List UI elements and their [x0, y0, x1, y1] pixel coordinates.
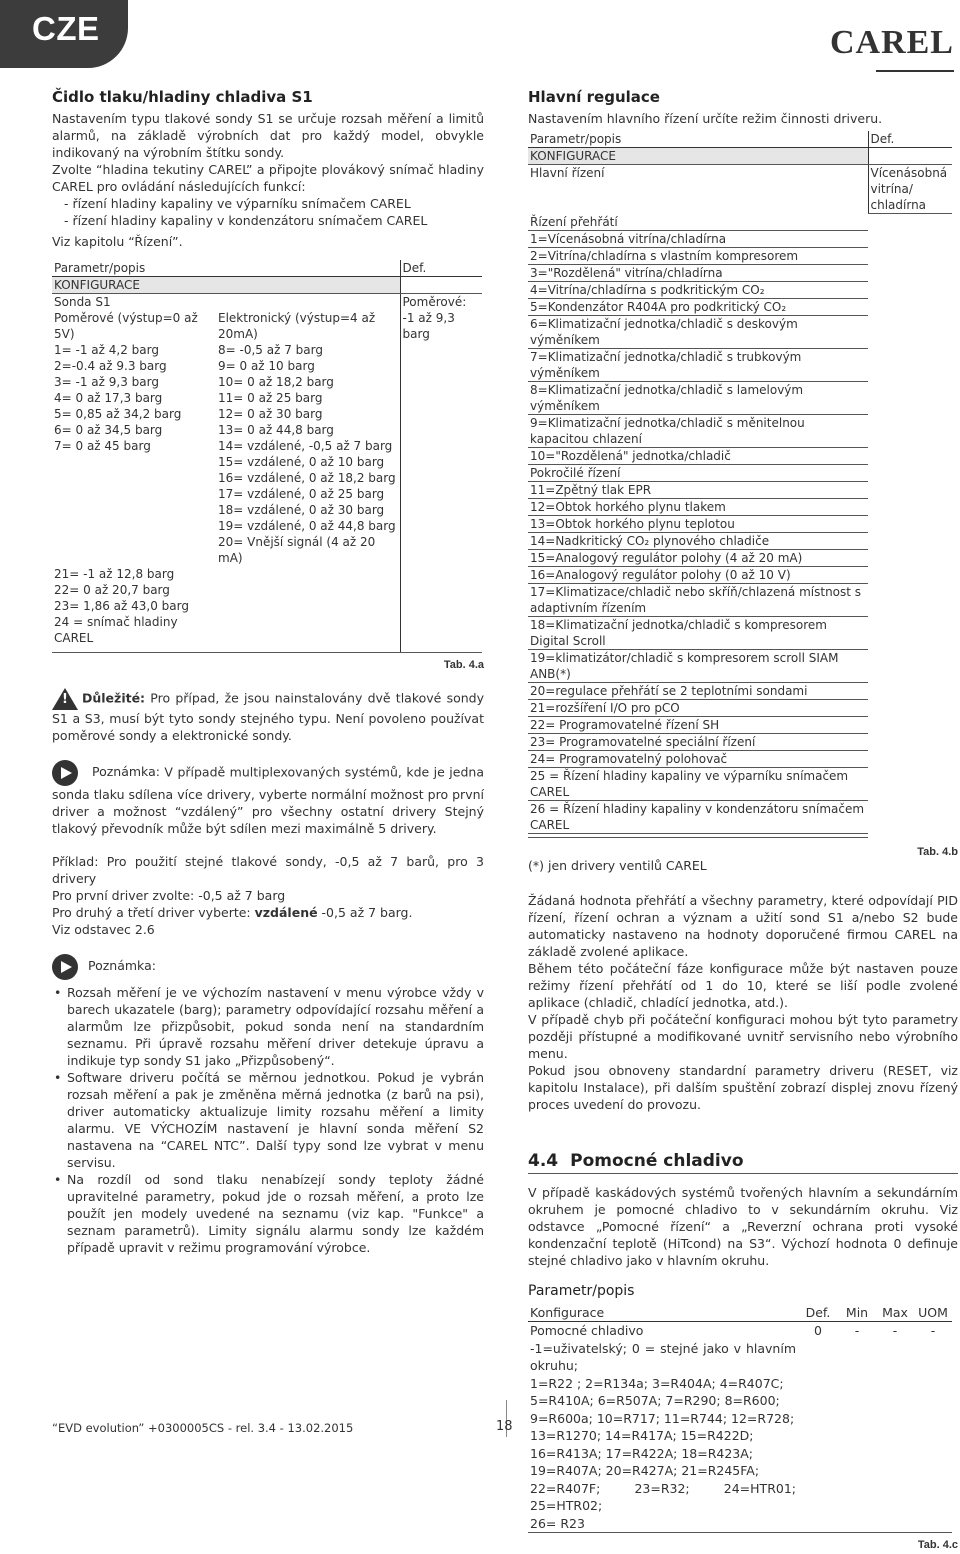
table-row — [52, 374, 482, 390]
table-row — [52, 582, 482, 598]
warning-icon — [52, 688, 78, 710]
aux-rows — [528, 1340, 952, 1533]
section-4-4 — [528, 1150, 958, 1269]
col-header-electronic: Elektronický (výstup=4 až 20mA) — [218, 311, 376, 341]
electronic-option: 8= -0,5 až 7 barg — [218, 343, 323, 357]
table-row — [528, 298, 952, 315]
table-header — [528, 1304, 952, 1322]
ratiometric-option — [52, 534, 216, 566]
table-row — [528, 649, 952, 682]
option-item: 20=regulace přehřátí se 2 teplotními sondami — [528, 682, 868, 699]
list-item: • Software driveru počítá se měrnou jednotkou. Pokud je vybrán rozsah měření a pak je změněna měrná jednotka (z barů na psi), driver automaticky aktualizuje limity rozsahu měření a limity alarmu. VE VÝCHOZÍM nastavení je hlavní sonda měření S2 nastavena na “CAREL NTC”. Další typy sond lze vybrat v menu servisu. — [52, 1069, 484, 1171]
table-row — [52, 422, 482, 438]
table-row — [528, 348, 952, 381]
option-item: 18=Klimatizační jednotka/chladič s kompresorem Digital Scroll — [528, 616, 868, 649]
table-row — [52, 406, 482, 422]
table-row — [528, 447, 952, 464]
electronic-option — [216, 582, 400, 598]
table-row — [52, 454, 482, 470]
uom-value: - — [930, 1323, 936, 1338]
main-rows — [528, 214, 952, 834]
def-cell — [400, 598, 482, 614]
def-cell — [400, 406, 482, 422]
option-item: 6=Klimatizační jednotka/chladič s deskovým výměníkem — [528, 315, 868, 348]
option-item: 2=Vitrína/chladírna s vlastním kompresorem — [528, 247, 868, 264]
option-item: 17=Klimatizace/chladič nebo skříň/chlazená místnost s adaptivním řízením — [528, 583, 868, 616]
list-item: • Rozsah měření je ve výchozím nastavení v menu výrobce vždy v barech ukazatele (barg); parametry odpovídající rozsahu měření a alarmům lze přizpůsobit, pokud sonda není na standardním seznamu. Při úpravě rozsahu měření driver detekuje úpravu a indikuje typ sondy S1 jako „Přizpůsobený“. — [52, 984, 484, 1069]
electronic-option: 19= vzdálené, 0 až 44,8 barg — [218, 519, 396, 533]
table-group — [528, 148, 952, 165]
note-bullets — [52, 954, 484, 1256]
def-line: Poměrové: — [400, 294, 482, 311]
paragraph: V případě kaskádových systémů tvořených hlavním a sekundárním okruhem je pomocné chladivo to v sekundárním okruhu. Viz odstavce „Pomocné řízení“ a „Reverzní ochrana proti vysoké kondenzační teplotě (HiTcond) na S3“. Výchozí hodnota 0 definuje stejné chladivo jako v hlavním okruhu. — [528, 1184, 958, 1268]
def-cell — [400, 374, 482, 390]
electronic-option — [216, 614, 400, 646]
electronic-option: 16= vzdálené, 0 až 18,2 barg — [218, 471, 396, 485]
header-param: Parametr/popis — [528, 131, 868, 148]
left-column — [52, 88, 484, 1256]
list-item: • Na rozdíl od sond tlaku nenabízejí sondy teploty žádné upravitelné parametry, pokud jde o rozsah měření, a proto lze použít jen modely uvedené na seznamu (viz kap. "Funkce" a seznam parametrů). Limity signálu alarmu sondy lze každém případě upravit v režimu programování výrobce. — [52, 1171, 484, 1256]
col-header-ratiometric: Poměrové (výstup=0 až 5V) — [54, 311, 198, 341]
table-row — [528, 800, 952, 833]
table-row — [528, 230, 952, 247]
paragraph: V případě chyb při počáteční konfiguraci mohou být tyto parametry později přístupné a modifikované uvnitř servisního nebo výrobního menu. — [528, 1011, 958, 1061]
note-multiplex — [52, 760, 484, 837]
table-row — [528, 1462, 952, 1480]
table-row — [528, 515, 952, 532]
table-header — [52, 260, 482, 277]
section-title-main: Hlavní regulace — [528, 88, 660, 106]
language-tab: CZE — [0, 0, 128, 68]
refrigerant-options: 16=R413A; 17=R422A; 18=R423A; — [530, 1445, 754, 1461]
table-row — [528, 1480, 952, 1515]
electronic-option — [216, 598, 400, 614]
table-row — [52, 470, 482, 486]
electronic-option: 11= 0 až 25 barg — [218, 391, 323, 405]
table-caption: Parametr/popis — [528, 1282, 635, 1299]
example-block — [52, 853, 484, 938]
option-item: 24= Programovatelný polohovač — [528, 750, 868, 767]
option-item: 11=Zpětný tlak EPR — [528, 481, 868, 498]
footer-text: “EVD evolution” +0300005CS - rel. 3.4 - 13.02.2015 — [52, 1421, 354, 1435]
table-row — [528, 315, 952, 348]
option-item: 23= Programovatelné speciální řízení — [528, 733, 868, 750]
ratiometric-option: 24 = snímač hladiny CAREL — [54, 615, 178, 645]
option-item: 10="Rozdělená" jednotka/chladič — [528, 447, 868, 464]
table-ref: Tab. 4.c — [917, 1539, 958, 1551]
refrigerant-options: 1=R22 ; 2=R134a; 3=R404A; 4=R407C; — [530, 1375, 784, 1391]
option-item: 15=Analogový regulátor polohy (4 až 20 mA) — [528, 549, 868, 566]
electronic-option: 10= 0 až 18,2 barg — [218, 375, 334, 389]
option-item: 21=rozšíření I/O pro pCO — [528, 699, 868, 716]
example-line: Příklad: Pro použití stejné tlakové sondy, -0,5 až 7 barů, pro 3 drivery — [52, 853, 484, 886]
table-row — [528, 699, 952, 716]
important-text: Pro případ, že jsou nainstalovány dvě tlakové sondy S1 a S3, musí být tyto sondy stejného typu. Není povoleno používat poměrové sondy a elektronické sondy. — [52, 690, 484, 743]
paragraph: Nastavením hlavního řízení určíte režim činnosti driveru. — [528, 111, 883, 126]
table-row — [528, 1427, 952, 1445]
ratiometric-option: 1= -1 až 4,2 barg — [54, 343, 159, 357]
table-row — [528, 682, 952, 699]
table-row — [52, 614, 482, 646]
s1-rows — [52, 342, 482, 646]
option-item: 16=Analogový regulátor polohy (0 až 10 V) — [528, 566, 868, 583]
table-ref: Tab. 4.a — [443, 658, 484, 671]
refrigerant-options: 13=R1270; 14=R417A; 15=R422D; — [530, 1428, 754, 1443]
paragraph: Žádaná hodnota přehřátí a všechny parametry, které odpovídají PID řízení, řízení ochran a význam a užití sond S1 a/nebo S2 bude automaticky nastaveno na hodnoty doporučené firmou CAREL na základě zvolené aplikace. — [528, 892, 958, 959]
electronic-option: 12= 0 až 30 barg — [218, 407, 323, 421]
table-s1 — [52, 260, 482, 653]
def-cell — [400, 518, 482, 534]
param-name: Pomocné chladivo — [530, 1323, 644, 1338]
max-value: - — [892, 1323, 898, 1338]
table-row — [528, 767, 952, 800]
table-row — [528, 498, 952, 515]
header-def: Def. — [400, 260, 482, 277]
table-row — [528, 281, 952, 298]
option-item: 1=Vícenásobná vitrína/chladírna — [528, 230, 868, 247]
def-cell — [400, 502, 482, 518]
refrigerant-options: 22=R407F; 23=R32; 24=HTR01; 25=HTR02; — [530, 1480, 796, 1513]
option-item: 9=Klimatizační jednotka/chladič s měnitelnou kapacitou chlazení — [528, 414, 868, 447]
refrigerant-options: 26= R23 — [528, 1515, 798, 1533]
ratiometric-option: 4= 0 až 17,3 barg — [54, 391, 163, 405]
subgroup-label: Pokročilé řízení — [528, 464, 868, 481]
table-row — [528, 532, 952, 549]
table-row — [528, 214, 952, 231]
table-row — [528, 1445, 952, 1463]
ratiometric-option: 23= 1,86 až 43,0 barg — [54, 599, 189, 613]
example-line: Pro druhý a třetí driver vyberte: — [52, 904, 255, 920]
table-row — [528, 733, 952, 750]
refrigerant-options: 9=R600a; 10=R717; 11=R744; 12=R728; — [530, 1410, 795, 1426]
def-cell — [400, 342, 482, 358]
ratiometric-option — [52, 470, 216, 486]
table-row — [528, 1410, 952, 1428]
table-row — [52, 502, 482, 518]
table-row — [52, 390, 482, 406]
def-cell — [400, 614, 482, 646]
important-label: Důležité: — [82, 690, 146, 705]
logo-underline — [876, 70, 954, 72]
table-row — [528, 264, 952, 281]
electronic-option: 20= Vnější signál (4 až 20 mA) — [218, 535, 376, 565]
section-rule — [528, 1173, 958, 1174]
table-row — [528, 1340, 952, 1375]
ratiometric-option — [52, 486, 216, 502]
ratiometric-option: 5= 0,85 až 34,2 barg — [54, 407, 182, 421]
paragraph: Zvolte “hladina tekutiny CAREL” a připojte plovákový snímač hladiny CAREL pro ovládání následujících funkcí: — [52, 162, 484, 194]
option-item: 12=Obtok horkého plynu tlakem — [528, 498, 868, 515]
paragraph: Nastavením typu tlakové sondy S1 se určuje rozsah měření a limitů alarmů, na základě výrobních dat pro každý model, obvykle indikovaný na výrobním štítku sondy. — [52, 111, 484, 160]
option-item: 7=Klimatizační jednotka/chladič s trubkovým výměníkem — [528, 348, 868, 381]
table-row — [52, 566, 482, 582]
table-row — [52, 294, 482, 311]
def-cell — [400, 390, 482, 406]
see-chapter: Viz kapitolu “Řízení”. — [52, 234, 183, 249]
table-header — [528, 131, 952, 148]
table-main-control — [528, 131, 952, 838]
arrow-right-icon — [52, 954, 78, 980]
def-cell — [400, 486, 482, 502]
example-line: Pro první driver zvolte: -0,5 až 7 barg — [52, 887, 286, 903]
dash-item: - řízení hladiny kapaliny ve výparníku snímačem CAREL — [64, 196, 411, 211]
table-row — [528, 1392, 952, 1410]
subgroup-label: Řízení přehřátí — [528, 214, 868, 231]
table-group — [52, 277, 482, 294]
header-min: Min — [838, 1304, 876, 1322]
important-note — [52, 688, 484, 744]
page-number: 18 — [496, 1419, 513, 1434]
ratiometric-option — [52, 502, 216, 518]
table-row — [52, 438, 482, 454]
table-row — [528, 414, 952, 447]
note-label: Poznámka: — [92, 764, 160, 779]
table-row — [528, 1322, 952, 1340]
group-label: KONFIGURACE — [528, 148, 868, 165]
def-cell — [400, 566, 482, 582]
section-number: 4.4 — [528, 1150, 559, 1171]
paragraph-block — [528, 892, 958, 1113]
electronic-option — [216, 566, 400, 582]
refrigerant-options: -1=uživatelský; 0 = stejné jako v hlavním okruhu; — [530, 1340, 796, 1373]
table-row — [528, 381, 952, 414]
paragraph: Během této počáteční fáze konfigurace může být nastaven pouze režimy řízení přehřátí od 1 do 10, které se liší podle zvolené aplikace (chladič, chladící jednotka, atd.). — [528, 960, 958, 1010]
option-item: 14=Nadkritický CO₂ plynového chladiče — [528, 532, 868, 549]
def-cell — [400, 454, 482, 470]
param-name: Hlavní řízení — [530, 166, 605, 180]
header-max: Max — [876, 1304, 914, 1322]
ratiometric-option: 21= -1 až 12,8 barg — [54, 567, 175, 581]
table-aux-refrigerant — [528, 1304, 952, 1534]
ratiometric-option: 7= 0 až 45 barg — [54, 439, 151, 453]
def-cell — [400, 358, 482, 374]
option-item: 22= Programovatelné řízení SH — [528, 716, 868, 733]
paragraph: Pokud jsou obnoveny standardní parametry driveru (RESET, viz kapitolu Instalace), při dalším spuštění zobrazí displej znovu řízený proces uvedení do provozu. — [528, 1062, 958, 1112]
table-ref: Tab. 4.b — [917, 845, 958, 858]
option-item: 26 = Řízení hladiny kapaliny v kondenzátoru snímačem CAREL — [528, 800, 868, 833]
def-line: -1 až 9,3 — [402, 311, 455, 325]
electronic-option: 9= 0 až 10 barg — [218, 359, 315, 373]
table-row — [52, 310, 482, 342]
ratiometric-option: 22= 0 až 20,7 barg — [54, 583, 170, 597]
option-item: 19=klimatizátor/chladič s kompresorem scroll SIAM ANB(*) — [528, 649, 868, 682]
table-row — [528, 716, 952, 733]
bullet-list — [52, 984, 484, 1256]
param-name: Sonda S1 — [54, 295, 111, 309]
header-def: Def. — [798, 1304, 838, 1322]
refrigerant-options: 19=R407A; 20=R427A; 21=R245FA; — [530, 1463, 760, 1478]
ratiometric-option: 2=-0.4 až 9.3 barg — [54, 359, 167, 373]
option-item: 5=Kondenzátor R404A pro podkritický CO₂ — [528, 298, 868, 315]
group-label: KONFIGURACE — [52, 277, 400, 294]
table-row — [528, 566, 952, 583]
section-title-s1: Čidlo tlaku/hladiny chladiva S1 — [52, 88, 313, 106]
table-row — [528, 616, 952, 649]
table-row — [52, 598, 482, 614]
note-label: Poznámka: — [88, 958, 156, 973]
table-row — [528, 1515, 952, 1533]
table-row — [52, 342, 482, 358]
option-item: 4=Vitrína/chladírna s podkritickým CO₂ — [528, 281, 868, 298]
arrow-right-icon — [52, 760, 78, 786]
electronic-option: 18= vzdálené, 0 až 30 barg — [218, 503, 385, 517]
table-row — [52, 518, 482, 534]
example-bold: vzdálené — [254, 904, 318, 920]
ratiometric-option: 6= 0 až 34,5 barg — [54, 423, 163, 437]
table-row — [528, 1375, 952, 1393]
ratiometric-option — [52, 454, 216, 470]
option-item: 8=Klimatizační jednotka/chladič s lamelovým výměníkem — [528, 381, 868, 414]
refrigerant-options: 5=R410A; 6=R507A; 7=R290; 8=R600; — [530, 1393, 780, 1408]
def-cell — [400, 422, 482, 438]
table-row — [528, 247, 952, 264]
note-text: V případě multiplexovaných systémů, kde je jedna sonda tlaku sdílena více drivery, vyberte normální možnost pro první driver a možnost “vzdálený” pro všechny ostatní drivery Stejný tlakový převodník může být sdílen mezi maximálně 5 drivery. — [52, 764, 484, 836]
table-row — [528, 165, 952, 214]
header-uom: UOM — [914, 1304, 952, 1322]
carel-logo: CAREL — [829, 24, 954, 61]
table-row — [528, 750, 952, 767]
electronic-option: 14= vzdálené, -0,5 až 7 barg — [218, 439, 393, 453]
example-line: -0,5 až 7 barg. — [317, 904, 413, 920]
right-column — [528, 88, 958, 1554]
table-row — [528, 481, 952, 498]
table-row — [528, 464, 952, 481]
def-line: barg — [402, 327, 430, 341]
table-row — [52, 486, 482, 502]
example-line: Viz odstavec 2.6 — [52, 921, 155, 937]
min-value: - — [854, 1323, 860, 1338]
option-item: 25 = Řízení hladiny kapaliny ve výparníku snímačem CAREL — [528, 767, 868, 800]
def-cell — [400, 582, 482, 598]
header-param: Parametr/popis — [52, 260, 400, 277]
header-def: Def. — [868, 131, 952, 148]
section-title-aux: Pomocné chladivo — [570, 1150, 744, 1171]
table-row — [528, 549, 952, 566]
table-row — [528, 583, 952, 616]
table-row — [52, 534, 482, 566]
ratiometric-option — [52, 518, 216, 534]
option-item: 3="Rozdělená" vitrína/chladírna — [528, 264, 868, 281]
def-cell — [400, 438, 482, 454]
def-cell — [400, 534, 482, 566]
electronic-option: 13= 0 až 44,8 barg — [218, 423, 334, 437]
ratiometric-option: 3= -1 až 9,3 barg — [54, 375, 159, 389]
def-cell — [400, 470, 482, 486]
electronic-option: 15= vzdálené, 0 až 10 barg — [218, 455, 385, 469]
def-value: Vícenásobná vitrína/ chladírna — [868, 165, 952, 214]
electronic-option: 17= vzdálené, 0 až 25 barg — [218, 487, 385, 501]
def-value: 0 — [814, 1323, 822, 1338]
table-row — [52, 358, 482, 374]
footnote: (*) jen drivery ventilů CAREL — [528, 857, 707, 873]
header-conf: Konfigurace — [528, 1304, 798, 1322]
dash-item: - řízení hladiny kapaliny v kondenzátoru snímačem CAREL — [64, 213, 428, 228]
option-item: 13=Obtok horkého plynu teplotou — [528, 515, 868, 532]
